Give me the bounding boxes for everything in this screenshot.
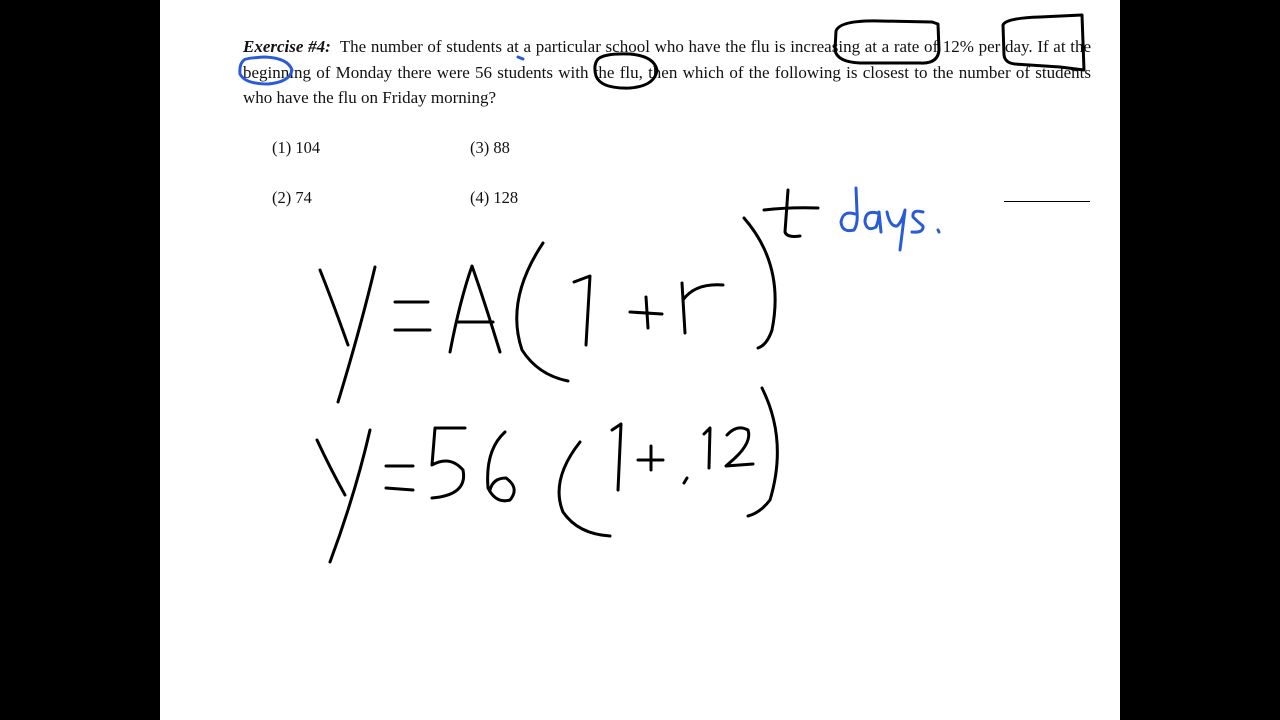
- choice-3: (3) 88: [470, 138, 510, 157]
- choice-1: (1) 104: [272, 138, 321, 157]
- handwritten-annotations: [160, 0, 1120, 720]
- exercise-text: The number of students at a particular school who have the flu is increasing at a rate of 12% per day. If at the beginning of Monday there were 56 students with the flu, then which of the following is closest to the number of students who have the flu on Friday morning?: [243, 37, 1091, 107]
- choice-4: (4) 128: [470, 188, 519, 207]
- circle-56: [595, 54, 657, 88]
- box-12-percent: [1003, 15, 1084, 70]
- circle-is-increasing: [835, 21, 939, 63]
- exponent-days: [841, 188, 939, 250]
- formula-general: [320, 190, 818, 402]
- worksheet-page: [160, 0, 1120, 720]
- exercise-label: Exercise #4:: [243, 37, 331, 56]
- formula-substituted: [317, 388, 777, 562]
- small-blue-mark: [518, 57, 523, 59]
- choice-2: (2) 74: [272, 188, 312, 207]
- circle-day: [240, 57, 292, 84]
